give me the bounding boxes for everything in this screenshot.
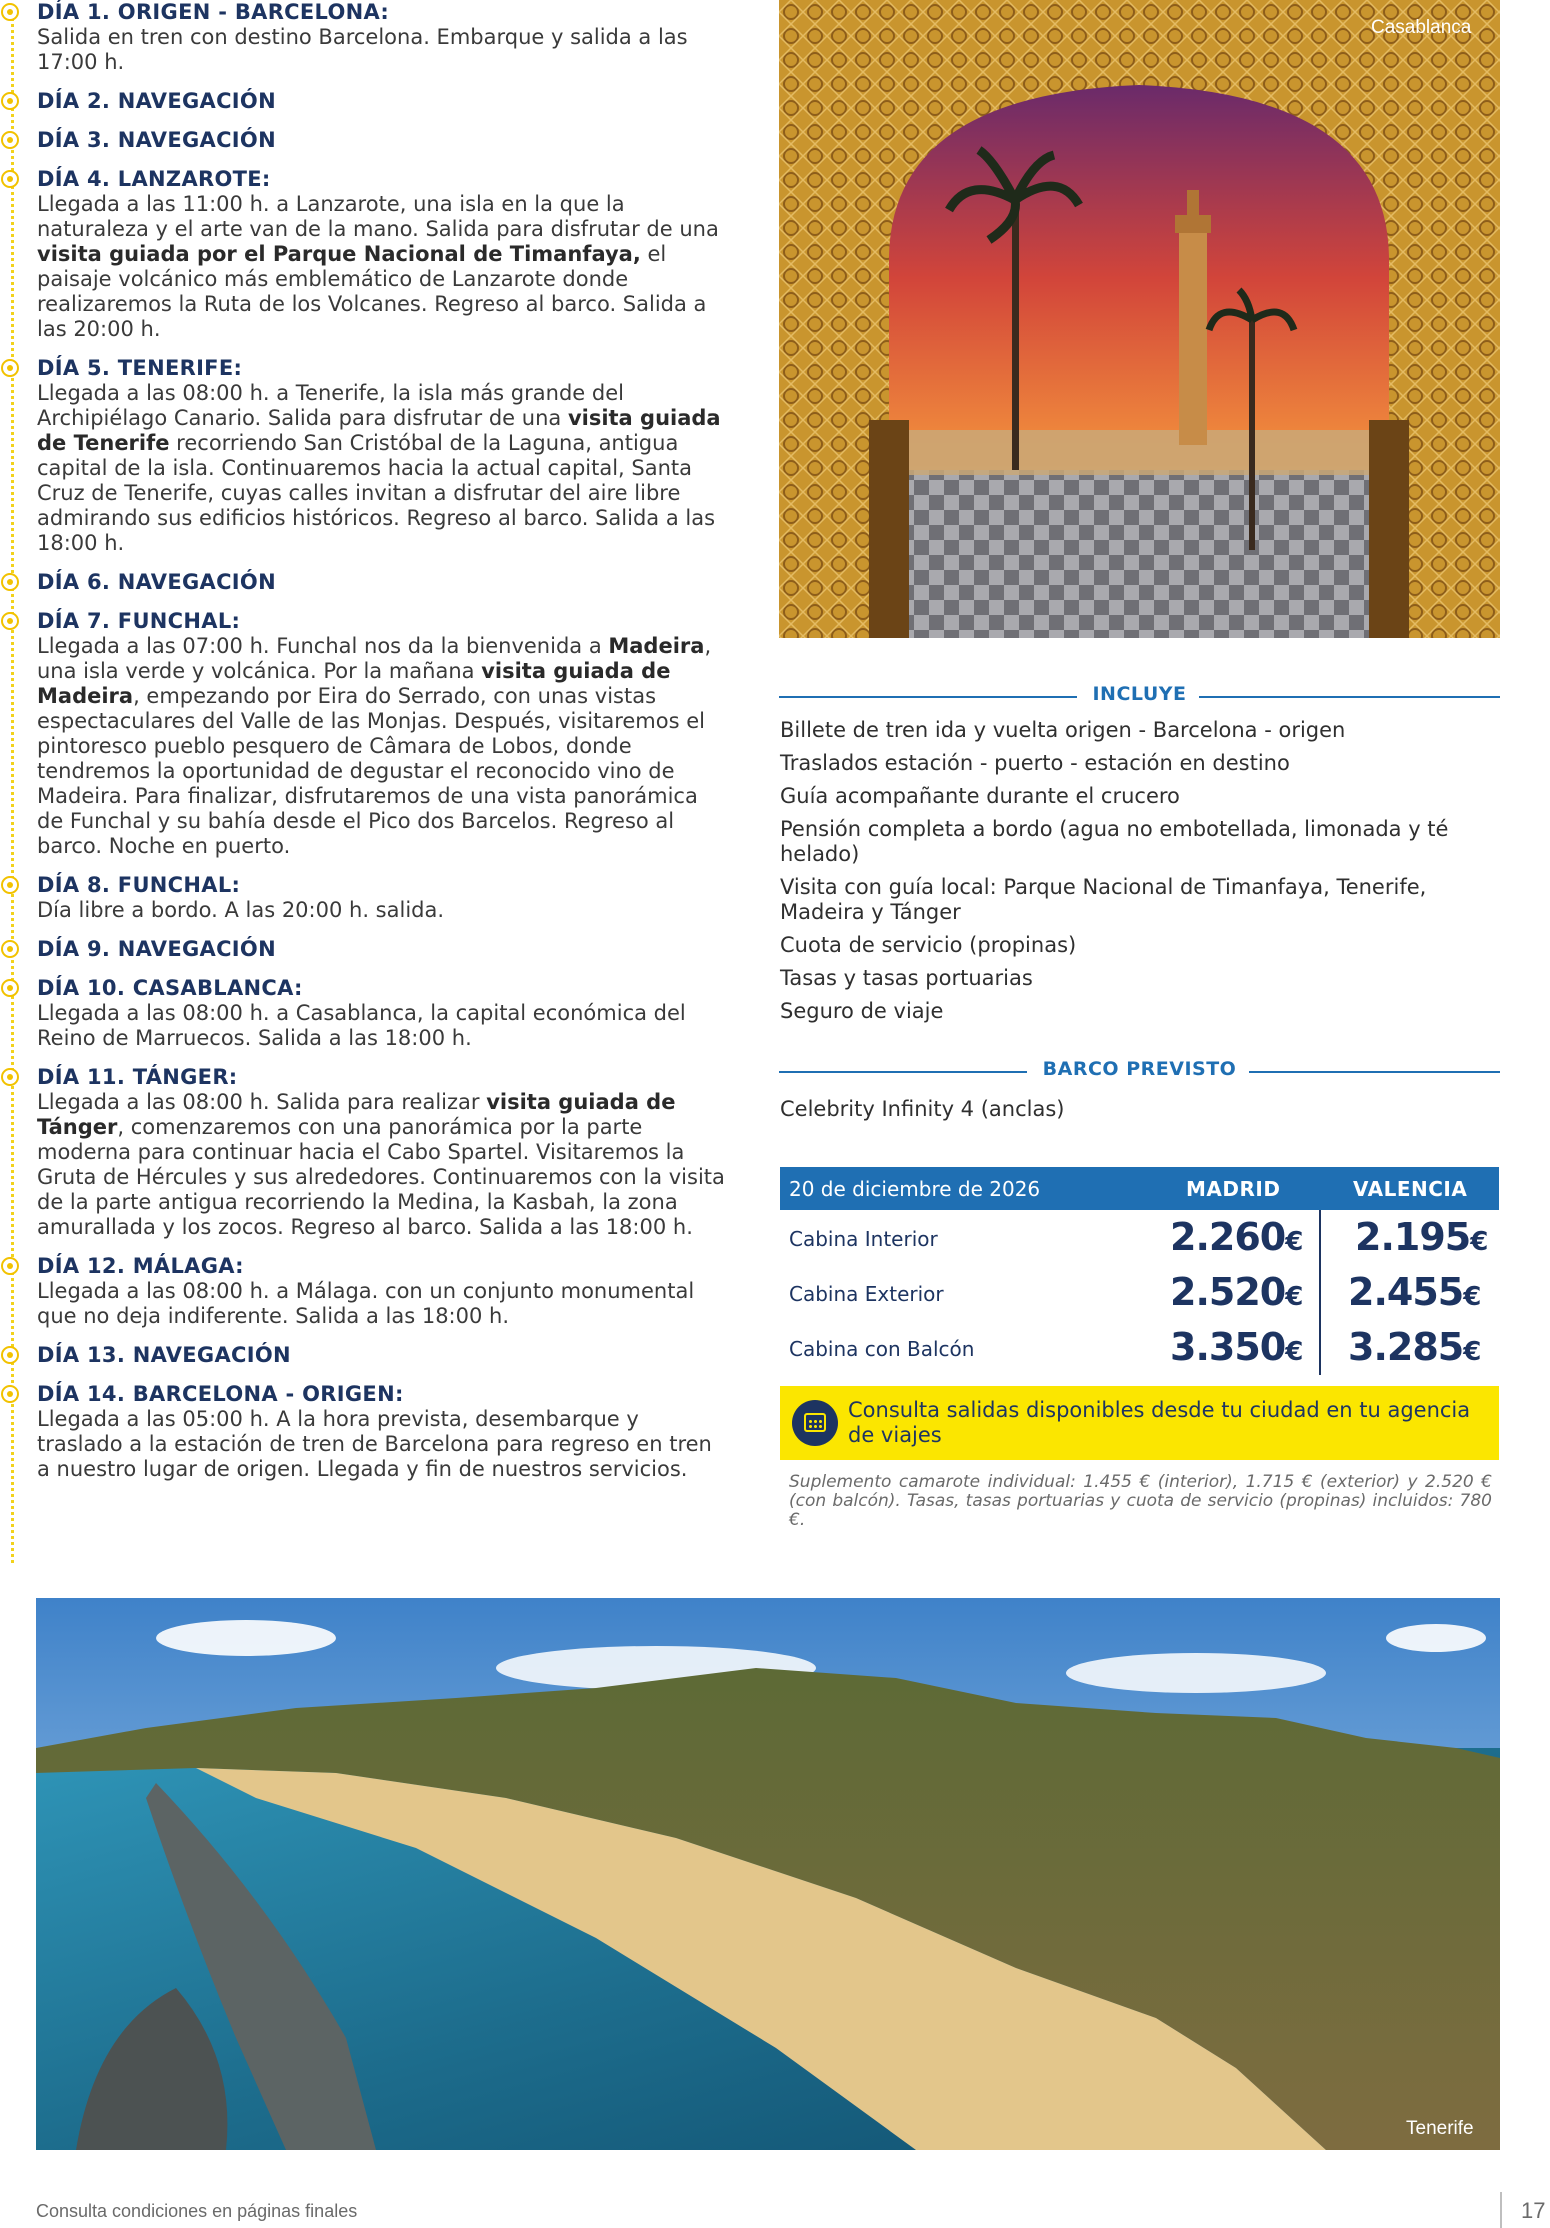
- supplement-note: Suplemento camarote individual: 1.455 € (interior), 1.715 € (exterior) y 2.520 € (con balcón). Tasas, tasas portuarias y cuota de servicio (propinas) incluidos: 780 €.: [789, 1472, 1492, 1530]
- itinerary-day: [0, 128, 730, 153]
- casablanca-caption: Casablanca: [1371, 17, 1472, 38]
- day-marker-icon: [1, 3, 19, 21]
- departure-date: 20 de diciembre de 2026: [789, 1177, 1041, 1201]
- description-text: Llegada a las 08:00 h. a Málaga. con un conjunto monumental que no deja indiferente. Salida a las 18:00 h.: [37, 1279, 695, 1328]
- day-marker-icon: [1, 1257, 19, 1275]
- day-marker-icon: [1, 170, 19, 188]
- departures-message: Consulta salidas disponibles desde tu ciudad en tu agencia de viajes: [848, 1398, 1471, 1447]
- footer-divider: [1500, 2192, 1502, 2228]
- day-description: [37, 898, 730, 923]
- price-table: [780, 1167, 1499, 1377]
- day-title: DÍA 4. LANZAROTE:: [37, 167, 271, 191]
- description-text: , empezando por Eira do Serrado, con unas vistas espectaculares del Valle de las Monjas. Después, visitaremos el pintoresco pueblo pesquero de Câmara de Lobos, donde tendremos la oportunidad de degustar el reconocido vino de Madeira. Para finalizar, disfrutaremos de una vista panorámica de Funchal y su bahía desde el Pico dos Barcelos. Regreso al barco. Noche en puerto.: [37, 684, 705, 858]
- itinerary-day: [0, 1382, 730, 1482]
- day-title: DÍA 13. NAVEGACIÓN: [37, 1343, 291, 1367]
- price-madrid: 2.260€: [1170, 1215, 1303, 1259]
- day-title: DÍA 7. FUNCHAL:: [37, 609, 241, 633]
- day-marker-icon: [1, 359, 19, 377]
- description-text: Salida en tren con destino Barcelona. Embarque y salida a las 17:00 h.: [37, 25, 688, 74]
- itinerary-day: [0, 167, 730, 342]
- day-marker-icon: [1, 1346, 19, 1364]
- itinerary-day: [0, 570, 730, 595]
- day-title: DÍA 12. MÁLAGA:: [37, 1254, 244, 1278]
- day-description: [37, 634, 730, 859]
- description-text: Llegada a las 08:00 h. a Tenerife, la isla más grande del Archipiélago Canario. Salida para disfrutar de una: [37, 381, 624, 430]
- description-text: , comenzaremos con una panorámica por la parte moderna para continuar hacia el Cabo Spartel. Visitaremos la Gruta de Hércules y sus alrededores. Continuaremos con la visita de la parte antigua recorriendo la Medina, la Kasbah, la zona amurallada y los zocos. Regreso al barco. Salida a las 18:00 h.: [37, 1115, 725, 1239]
- include-item: Tasas y tasas portuarias: [780, 966, 1033, 990]
- day-marker-icon: [1, 573, 19, 591]
- cabin-name: Cabina Interior: [789, 1227, 938, 1251]
- itinerary-day: [0, 609, 730, 859]
- itinerary: [0, 0, 730, 1575]
- description-text: Llegada a las 07:00 h. Funchal nos da la bienvenida a: [37, 634, 609, 658]
- price-table-header: [780, 1167, 1499, 1210]
- include-item: Cuota de servicio (propinas): [780, 933, 1077, 957]
- day-marker-icon: [1, 92, 19, 110]
- description-text: Llegada a las 08:00 h. a Casablanca, la capital económica del Reino de Marruecos. Salida a las 18:00 h.: [37, 1001, 686, 1050]
- itinerary-day: [0, 0, 730, 75]
- day-title: DÍA 11. TÁNGER:: [37, 1065, 238, 1089]
- itinerary-day: [0, 937, 730, 962]
- tenerife-caption: Tenerife: [1406, 2118, 1474, 2139]
- includes-list: [780, 718, 1500, 1032]
- calendar-icon: [792, 1400, 838, 1446]
- itinerary-day: [0, 356, 730, 556]
- day-title: DÍA 5. TENERIFE:: [37, 356, 243, 380]
- table-row: [780, 1266, 1499, 1321]
- day-description: [37, 1279, 730, 1329]
- description-text: Día libre a bordo. A las 20:00 h. salida.: [37, 898, 445, 922]
- highlight-text: visita guiada de Tenerife: [37, 406, 721, 455]
- day-description: [37, 25, 730, 75]
- highlight-text: visita guiada de Tánger: [37, 1090, 676, 1139]
- day-description: [37, 1407, 730, 1482]
- day-marker-icon: [1, 876, 19, 894]
- day-title: DÍA 9. NAVEGACIÓN: [37, 937, 276, 961]
- itinerary-day: [0, 873, 730, 923]
- include-item: Guía acompañante durante el crucero: [780, 784, 1180, 808]
- day-description: [37, 1090, 730, 1240]
- includes-heading: [779, 683, 1500, 709]
- day-title: DÍA 14. BARCELONA - ORIGEN:: [37, 1382, 404, 1406]
- day-marker-icon: [1, 612, 19, 630]
- cabin-name: Cabina con Balcón: [789, 1337, 975, 1361]
- ship-name: Celebrity Infinity 4 (anclas): [780, 1097, 1065, 1121]
- footer-conditions: Consulta condiciones en páginas finales: [36, 2201, 358, 2221]
- day-title: DÍA 8. FUNCHAL:: [37, 873, 241, 897]
- page-number: 17: [1521, 2198, 1546, 2223]
- casablanca-photo: [779, 0, 1500, 638]
- city-madrid: MADRID: [1186, 1177, 1281, 1201]
- day-list: [0, 0, 730, 1482]
- day-title: DÍA 2. NAVEGACIÓN: [37, 89, 276, 113]
- itinerary-day: [0, 976, 730, 1051]
- tenerife-photo: [36, 1598, 1500, 2150]
- description-text: Llegada a las 11:00 h. a Lanzarote, una isla en la que la naturaleza y el arte van de la mano. Salida para disfrutar de una: [37, 192, 719, 241]
- day-marker-icon: [1, 979, 19, 997]
- highlight-text: Madeira: [608, 634, 705, 658]
- day-title: DÍA 3. NAVEGACIÓN: [37, 128, 276, 152]
- description-text: Llegada a las 05:00 h. A la hora prevista, desembarque y traslado a la estación de tren de Barcelona para regreso en tren a nuestro lugar de origen. Llegada y fin de nuestros servicios.: [37, 1407, 712, 1481]
- price-valencia: 3.285€: [1348, 1325, 1481, 1369]
- price-valencia: 2.455€: [1348, 1270, 1481, 1314]
- ship-heading: [779, 1058, 1500, 1084]
- tenerife-illustration: [36, 1598, 1500, 2150]
- include-item: Visita con guía local: Parque Nacional de Timanfaya, Tenerife, Madeira y Tánger: [780, 875, 1427, 924]
- day-description: [37, 1001, 730, 1051]
- city-valencia: VALENCIA: [1353, 1177, 1468, 1201]
- itinerary-day: [0, 1065, 730, 1240]
- include-item: Seguro de viaje: [780, 999, 944, 1023]
- highlight-text: visita guiada de Madeira: [37, 659, 671, 708]
- day-title: DÍA 10. CASABLANCA:: [37, 976, 303, 1000]
- day-marker-icon: [1, 1068, 19, 1086]
- day-description: [37, 381, 730, 556]
- cabin-name: Cabina Exterior: [789, 1282, 944, 1306]
- departures-notice: [780, 1386, 1499, 1460]
- table-row: [780, 1211, 1499, 1266]
- day-marker-icon: [1, 1385, 19, 1403]
- day-title: DÍA 1. ORIGEN - BARCELONA:: [37, 0, 390, 24]
- itinerary-day: [0, 1254, 730, 1329]
- price-madrid: 2.520€: [1170, 1270, 1303, 1314]
- casablanca-illustration: [779, 0, 1500, 638]
- includes-heading-label: INCLUYE: [1092, 683, 1187, 705]
- description-text: Llegada a las 08:00 h. Salida para realizar: [37, 1090, 487, 1114]
- day-marker-icon: [1, 940, 19, 958]
- description-text: recorriendo San Cristóbal de la Laguna, antigua capital de la isla. Continuaremos hacia la actual capital, Santa Cruz de Tenerife, cuyas calles invitan a disfrutar del aire libre admirando sus edificios históricos. Regreso al barco. Salida a las 18:00 h.: [37, 431, 716, 555]
- include-item: Pensión completa a bordo (agua no embotellada, limonada y té helado): [780, 817, 1449, 866]
- day-marker-icon: [1, 131, 19, 149]
- table-row: [780, 1321, 1499, 1376]
- itinerary-day: [0, 1343, 730, 1368]
- description-text: , una isla verde y volcánica. Por la mañana: [37, 634, 712, 683]
- highlight-text: visita guiada por el Parque Nacional de Timanfaya,: [37, 242, 641, 266]
- itinerary-day: [0, 89, 730, 114]
- day-description: [37, 192, 730, 342]
- price-valencia: 2.195€: [1355, 1215, 1488, 1259]
- include-item: Billete de tren ida y vuelta origen - Barcelona - origen: [780, 718, 1346, 742]
- ship-heading-label: BARCO PREVISTO: [1042, 1058, 1237, 1080]
- description-text: el paisaje volcánico más emblemático de Lanzarote donde realizaremos la Ruta de los Volcanes. Regreso al barco. Salida a las 20:00 h.: [37, 242, 707, 341]
- include-item: Traslados estación - puerto - estación en destino: [780, 751, 1290, 775]
- price-madrid: 3.350€: [1170, 1325, 1303, 1369]
- day-title: DÍA 6. NAVEGACIÓN: [37, 570, 276, 594]
